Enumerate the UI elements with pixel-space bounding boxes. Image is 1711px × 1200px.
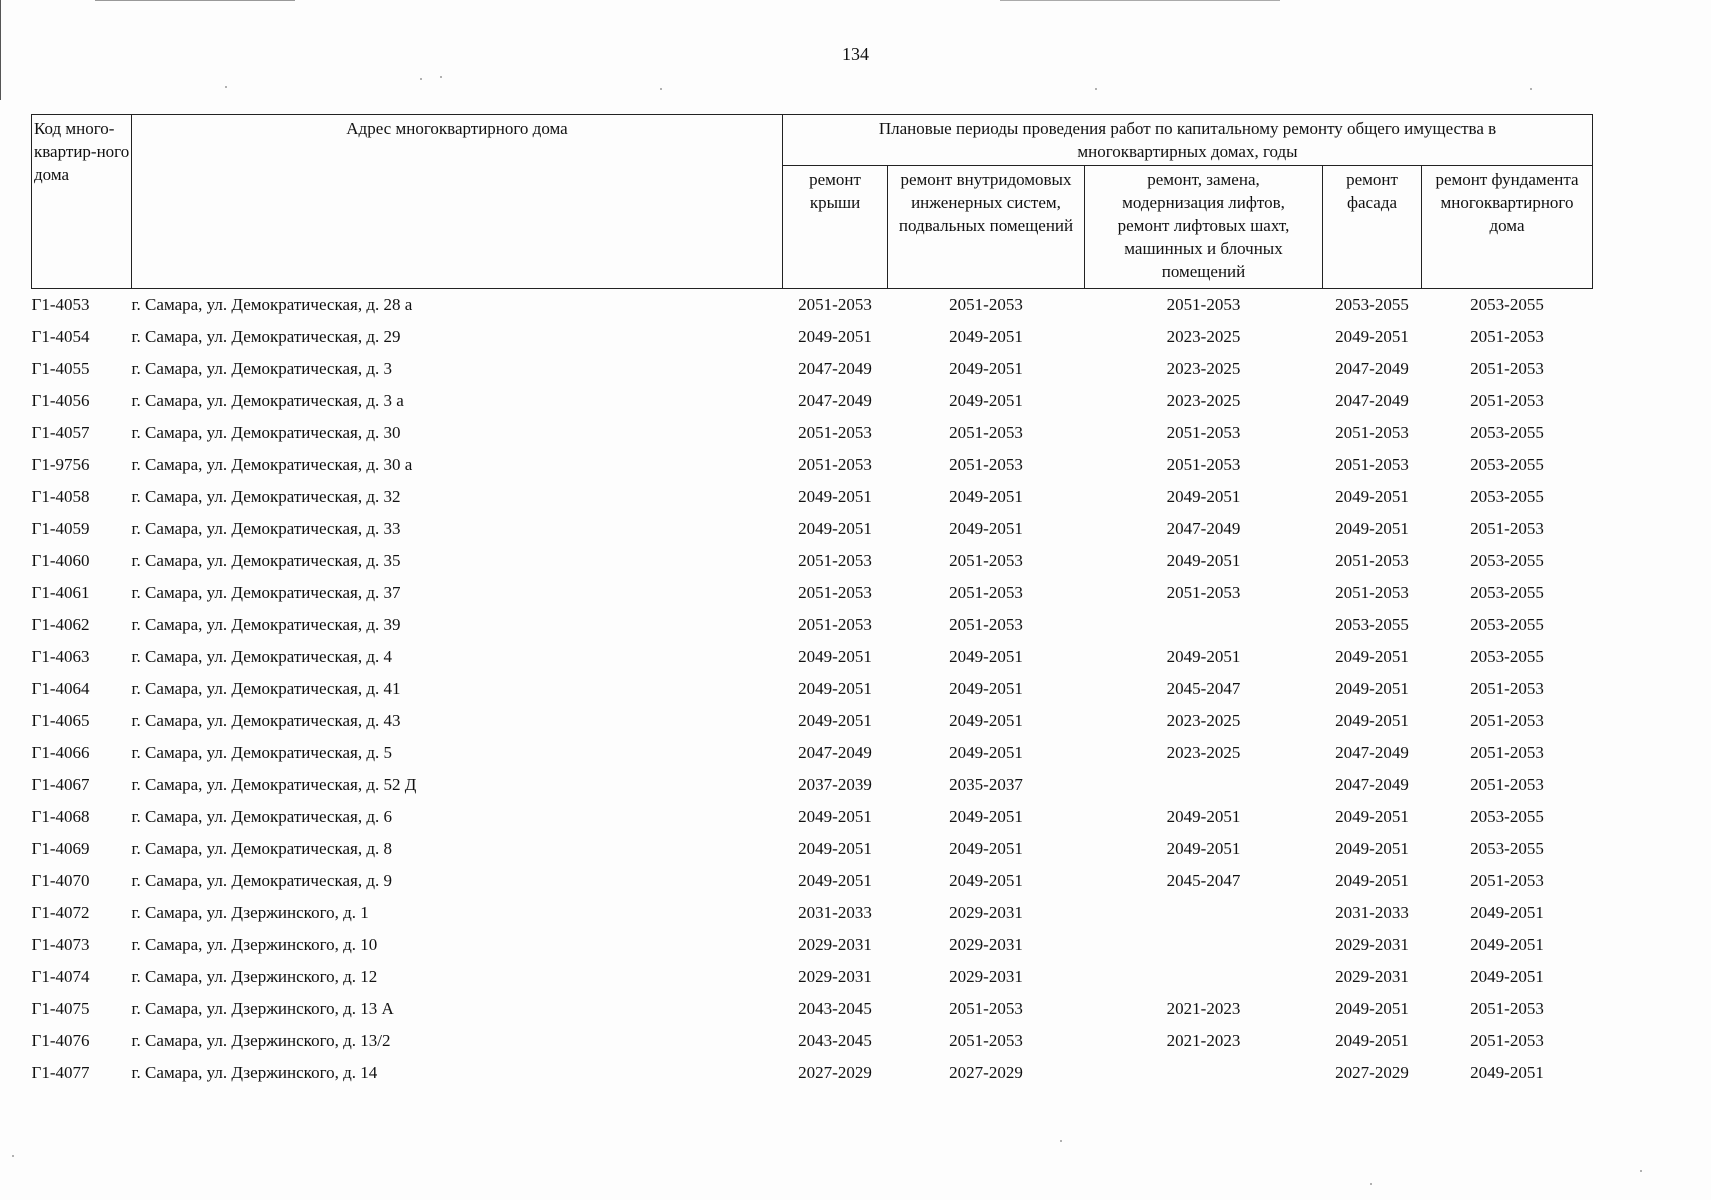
- cell-foundation-period: 2051-2053: [1470, 743, 1544, 762]
- cell-systems-period: 2029-2031: [949, 967, 1023, 986]
- scan-speck: [440, 76, 442, 78]
- table-row: [32, 1025, 1593, 1057]
- cell-facade-period: 2053-2055: [1335, 295, 1409, 314]
- cell-facade-period: 2031-2033: [1335, 903, 1409, 922]
- cell-roof-period: 2029-2031: [798, 967, 872, 986]
- cell-systems-period: 2051-2053: [949, 615, 1023, 634]
- cell-address: г. Самара, ул. Дзержинского, д. 13 А: [131, 999, 394, 1018]
- cell-foundation-period: 2051-2053: [1470, 519, 1544, 538]
- cell-code: Г1-4060: [31, 551, 90, 570]
- cell-systems-period: 2049-2051: [949, 327, 1023, 346]
- cell-systems-period: 2051-2053: [949, 295, 1023, 314]
- scan-speck: [1640, 1170, 1642, 1172]
- table-row: [32, 993, 1593, 1025]
- cell-code: Г1-4068: [31, 807, 90, 826]
- header-foundation: ремонт фундамента многоквартирного дома: [1422, 165, 1593, 288]
- table-row: [32, 449, 1593, 481]
- cell-foundation-period: 2053-2055: [1470, 839, 1544, 858]
- cell-systems-period: 2051-2053: [949, 423, 1023, 442]
- cell-lifts-period: 2023-2025: [1166, 327, 1241, 346]
- cell-roof-period: 2051-2053: [798, 583, 872, 602]
- cell-roof-period: 2049-2051: [798, 519, 872, 538]
- cell-facade-period: 2049-2051: [1335, 999, 1409, 1018]
- cell-facade-period: 2051-2053: [1335, 423, 1409, 442]
- header-code: Код много-квартир-ного дома: [32, 115, 132, 289]
- cell-systems-period: 2029-2031: [949, 903, 1023, 922]
- cell-roof-period: 2051-2053: [798, 455, 872, 474]
- cell-lifts-period: 2021-2023: [1166, 1031, 1241, 1050]
- cell-foundation-period: 2053-2055: [1470, 423, 1544, 442]
- cell-code: Г1-4055: [31, 359, 90, 378]
- cell-facade-period: 2047-2049: [1335, 775, 1409, 794]
- header-roof: ремонт крыши: [783, 165, 888, 288]
- cell-foundation-period: 2051-2053: [1470, 1031, 1544, 1050]
- table-row: [32, 961, 1593, 993]
- cell-code: Г1-4061: [31, 583, 90, 602]
- cell-facade-period: 2051-2053: [1335, 551, 1409, 570]
- cell-code: Г1-4064: [31, 679, 90, 698]
- cell-code: Г1-4059: [31, 519, 90, 538]
- cell-facade-period: 2049-2051: [1335, 711, 1409, 730]
- cell-systems-period: 2049-2051: [949, 391, 1023, 410]
- cell-code: Г1-4075: [31, 999, 90, 1018]
- cell-lifts-period: 2023-2025: [1166, 391, 1241, 410]
- cell-roof-period: 2049-2051: [798, 807, 872, 826]
- header-systems: ремонт внутридомовых инженерных систем, подвальных помещений: [888, 165, 1085, 288]
- cell-lifts-period: 2021-2023: [1166, 999, 1241, 1018]
- cell-code: Г1-4077: [31, 1063, 90, 1082]
- cell-code: Г1-4069: [31, 839, 90, 858]
- scan-speck: [420, 78, 422, 80]
- cell-code: Г1-4058: [31, 487, 90, 506]
- cell-facade-period: 2029-2031: [1335, 935, 1409, 954]
- repair-schedule-table: [31, 114, 1593, 1089]
- cell-roof-period: 2043-2045: [798, 1031, 872, 1050]
- scan-edge-mark: [1000, 0, 1280, 1]
- cell-address: г. Самара, ул. Демократическая, д. 52 Д: [131, 775, 417, 794]
- cell-systems-period: 2051-2053: [949, 1031, 1023, 1050]
- cell-address: г. Самара, ул. Демократическая, д. 28 а: [131, 295, 413, 314]
- cell-lifts-period: 2045-2047: [1166, 679, 1241, 698]
- cell-code: Г1-4056: [31, 391, 90, 410]
- scan-speck: [225, 86, 227, 88]
- cell-lifts-period: 2049-2051: [1166, 647, 1241, 666]
- cell-foundation-period: 2051-2053: [1470, 711, 1544, 730]
- table-row: [32, 737, 1593, 769]
- cell-code: Г1-4062: [31, 615, 90, 634]
- cell-code: Г1-9756: [31, 455, 90, 474]
- cell-systems-period: 2049-2051: [949, 839, 1023, 858]
- table-row: [32, 289, 1593, 322]
- cell-code: Г1-4072: [31, 903, 90, 922]
- cell-roof-period: 2049-2051: [798, 679, 872, 698]
- cell-facade-period: 2049-2051: [1335, 679, 1409, 698]
- cell-lifts-period: [1085, 897, 1323, 929]
- cell-code: Г1-4076: [31, 1031, 90, 1050]
- cell-roof-period: 2043-2045: [798, 999, 872, 1018]
- cell-roof-period: 2049-2051: [798, 711, 872, 730]
- cell-foundation-period: 2051-2053: [1470, 359, 1544, 378]
- table-row: [32, 417, 1593, 449]
- table-row: [32, 1057, 1593, 1089]
- cell-code: Г1-4053: [31, 295, 90, 314]
- cell-code: Г1-4057: [31, 423, 90, 442]
- cell-facade-period: 2049-2051: [1335, 327, 1409, 346]
- table-row: [32, 385, 1593, 417]
- cell-facade-period: 2027-2029: [1335, 1063, 1409, 1082]
- scan-speck: [1095, 88, 1097, 90]
- cell-lifts-period: 2047-2049: [1166, 519, 1241, 538]
- cell-roof-period: 2027-2029: [798, 1063, 872, 1082]
- cell-code: Г1-4073: [31, 935, 90, 954]
- cell-address: г. Самара, ул. Демократическая, д. 33: [131, 519, 401, 538]
- cell-facade-period: 2049-2051: [1335, 871, 1409, 890]
- header-address: Адрес многоквартирного дома: [132, 115, 783, 289]
- cell-code: Г1-4074: [31, 967, 90, 986]
- cell-facade-period: 2047-2049: [1335, 743, 1409, 762]
- cell-lifts-period: [1085, 769, 1323, 801]
- scan-speck: [12, 1155, 14, 1157]
- cell-roof-period: 2051-2053: [798, 295, 872, 314]
- table-row: [32, 929, 1593, 961]
- cell-foundation-period: 2051-2053: [1470, 999, 1544, 1018]
- cell-systems-period: 2035-2037: [949, 775, 1023, 794]
- header-facade: ремонт фасада: [1323, 165, 1422, 288]
- cell-address: г. Самара, ул. Демократическая, д. 3 а: [131, 391, 404, 410]
- cell-lifts-period: 2051-2053: [1166, 295, 1241, 314]
- cell-facade-period: 2047-2049: [1335, 359, 1409, 378]
- cell-foundation-period: 2053-2055: [1470, 615, 1544, 634]
- cell-address: г. Самара, ул. Демократическая, д. 43: [131, 711, 401, 730]
- cell-systems-period: 2051-2053: [949, 583, 1023, 602]
- cell-address: г. Самара, ул. Демократическая, д. 6: [131, 807, 392, 826]
- table-row: [32, 481, 1593, 513]
- cell-facade-period: 2049-2051: [1335, 1031, 1409, 1050]
- cell-roof-period: 2037-2039: [798, 775, 872, 794]
- cell-systems-period: 2051-2053: [949, 999, 1023, 1018]
- cell-roof-period: 2051-2053: [798, 615, 872, 634]
- cell-foundation-period: 2049-2051: [1470, 903, 1544, 922]
- cell-roof-period: 2049-2051: [798, 487, 872, 506]
- cell-lifts-period: 2045-2047: [1166, 871, 1241, 890]
- cell-foundation-period: 2049-2051: [1470, 967, 1544, 986]
- cell-lifts-period: 2049-2051: [1166, 551, 1241, 570]
- cell-lifts-period: [1085, 1057, 1323, 1089]
- table-row: [32, 673, 1593, 705]
- cell-facade-period: 2053-2055: [1335, 615, 1409, 634]
- cell-lifts-period: [1085, 609, 1323, 641]
- table-row: [32, 897, 1593, 929]
- cell-systems-period: 2049-2051: [949, 679, 1023, 698]
- cell-systems-period: 2049-2051: [949, 711, 1023, 730]
- cell-foundation-period: 2053-2055: [1470, 295, 1544, 314]
- cell-roof-period: 2049-2051: [798, 871, 872, 890]
- table-row: [32, 545, 1593, 577]
- cell-foundation-period: 2049-2051: [1470, 1063, 1544, 1082]
- cell-address: г. Самара, ул. Дзержинского, д. 10: [131, 935, 378, 954]
- cell-address: г. Самара, ул. Дзержинского, д. 14: [131, 1063, 378, 1082]
- cell-address: г. Самара, ул. Дзержинского, д. 1: [131, 903, 369, 922]
- cell-systems-period: 2051-2053: [949, 551, 1023, 570]
- cell-lifts-period: 2049-2051: [1166, 807, 1241, 826]
- table-row: [32, 833, 1593, 865]
- cell-lifts-period: 2051-2053: [1166, 583, 1241, 602]
- scan-speck: [1530, 88, 1532, 90]
- cell-lifts-period: [1085, 961, 1323, 993]
- cell-systems-period: 2049-2051: [949, 519, 1023, 538]
- cell-lifts-period: 2051-2053: [1166, 455, 1241, 474]
- cell-address: г. Самара, ул. Дзержинского, д. 13/2: [131, 1031, 391, 1050]
- cell-roof-period: 2047-2049: [798, 743, 872, 762]
- cell-roof-period: 2051-2053: [798, 423, 872, 442]
- cell-lifts-period: 2049-2051: [1166, 839, 1241, 858]
- cell-foundation-period: 2053-2055: [1470, 551, 1544, 570]
- cell-lifts-period: 2049-2051: [1166, 487, 1241, 506]
- cell-roof-period: 2049-2051: [798, 839, 872, 858]
- table-row: [32, 513, 1593, 545]
- cell-foundation-period: 2053-2055: [1470, 583, 1544, 602]
- cell-address: г. Самара, ул. Демократическая, д. 8: [131, 839, 392, 858]
- cell-systems-period: 2049-2051: [949, 743, 1023, 762]
- cell-foundation-period: 2049-2051: [1470, 935, 1544, 954]
- table-row: [32, 321, 1593, 353]
- cell-systems-period: 2049-2051: [949, 871, 1023, 890]
- cell-foundation-period: 2051-2053: [1470, 871, 1544, 890]
- cell-roof-period: 2047-2049: [798, 391, 872, 410]
- page-number: 134: [842, 44, 869, 64]
- table-row: [32, 769, 1593, 801]
- cell-foundation-period: 2051-2053: [1470, 391, 1544, 410]
- cell-systems-period: 2049-2051: [949, 359, 1023, 378]
- cell-address: г. Самара, ул. Демократическая, д. 41: [131, 679, 401, 698]
- cell-systems-period: 2051-2053: [949, 455, 1023, 474]
- cell-foundation-period: 2051-2053: [1470, 679, 1544, 698]
- cell-code: Г1-4063: [31, 647, 90, 666]
- cell-roof-period: 2049-2051: [798, 647, 872, 666]
- cell-address: г. Самара, ул. Демократическая, д. 39: [131, 615, 401, 634]
- cell-systems-period: 2027-2029: [949, 1063, 1023, 1082]
- cell-address: г. Самара, ул. Демократическая, д. 30: [131, 423, 401, 442]
- cell-lifts-period: [1085, 929, 1323, 961]
- cell-roof-period: 2029-2031: [798, 935, 872, 954]
- scan-speck: [1060, 1140, 1062, 1142]
- cell-address: г. Самара, ул. Демократическая, д. 9: [131, 871, 392, 890]
- cell-address: г. Самара, ул. Демократическая, д. 3: [131, 359, 392, 378]
- cell-systems-period: 2049-2051: [949, 487, 1023, 506]
- cell-facade-period: 2049-2051: [1335, 807, 1409, 826]
- header-periods: Плановые периоды проведения работ по капитальному ремонту общего имущества в многоквартирных домах, годы: [783, 115, 1593, 166]
- cell-address: г. Самара, ул. Дзержинского, д. 12: [131, 967, 378, 986]
- scan-speck: [660, 88, 662, 90]
- table-row: [32, 705, 1593, 737]
- scan-edge-mark: [95, 0, 295, 1]
- cell-facade-period: 2049-2051: [1335, 519, 1409, 538]
- scan-speck: [1370, 1183, 1372, 1185]
- cell-code: Г1-4067: [31, 775, 90, 794]
- cell-code: Г1-4066: [31, 743, 90, 762]
- table-row: [32, 577, 1593, 609]
- cell-address: г. Самара, ул. Демократическая, д. 32: [131, 487, 401, 506]
- cell-facade-period: 2051-2053: [1335, 455, 1409, 474]
- cell-foundation-period: 2053-2055: [1470, 807, 1544, 826]
- table-row: [32, 609, 1593, 641]
- cell-foundation-period: 2053-2055: [1470, 455, 1544, 474]
- cell-foundation-period: 2053-2055: [1470, 487, 1544, 506]
- cell-facade-period: 2051-2053: [1335, 583, 1409, 602]
- cell-roof-period: 2051-2053: [798, 551, 872, 570]
- cell-systems-period: 2049-2051: [949, 807, 1023, 826]
- table-row: [32, 353, 1593, 385]
- cell-code: Г1-4070: [31, 871, 90, 890]
- cell-roof-period: 2047-2049: [798, 359, 872, 378]
- cell-facade-period: 2047-2049: [1335, 391, 1409, 410]
- cell-lifts-period: 2023-2025: [1166, 359, 1241, 378]
- cell-roof-period: 2049-2051: [798, 327, 872, 346]
- cell-foundation-period: 2051-2053: [1470, 775, 1544, 794]
- cell-roof-period: 2031-2033: [798, 903, 872, 922]
- cell-address: г. Самара, ул. Демократическая, д. 29: [131, 327, 401, 346]
- cell-facade-period: 2029-2031: [1335, 967, 1409, 986]
- cell-address: г. Самара, ул. Демократическая, д. 4: [131, 647, 392, 666]
- header-lifts: ремонт, замена, модернизация лифтов, ремонт лифтовых шахт, машинных и блочных помещений: [1085, 165, 1323, 288]
- cell-address: г. Самара, ул. Демократическая, д. 30 а: [131, 455, 413, 474]
- cell-facade-period: 2049-2051: [1335, 647, 1409, 666]
- cell-address: г. Самара, ул. Демократическая, д. 35: [131, 551, 401, 570]
- table-row: [32, 641, 1593, 673]
- table-row: [32, 801, 1593, 833]
- table-row: [32, 865, 1593, 897]
- cell-lifts-period: 2023-2025: [1166, 743, 1241, 762]
- cell-lifts-period: 2051-2053: [1166, 423, 1241, 442]
- cell-systems-period: 2029-2031: [949, 935, 1023, 954]
- cell-lifts-period: 2023-2025: [1166, 711, 1241, 730]
- cell-foundation-period: 2053-2055: [1470, 647, 1544, 666]
- cell-facade-period: 2049-2051: [1335, 487, 1409, 506]
- cell-facade-period: 2049-2051: [1335, 839, 1409, 858]
- cell-systems-period: 2049-2051: [949, 647, 1023, 666]
- cell-address: г. Самара, ул. Демократическая, д. 5: [131, 743, 392, 762]
- cell-address: г. Самара, ул. Демократическая, д. 37: [131, 583, 401, 602]
- cell-code: Г1-4065: [31, 711, 90, 730]
- cell-code: Г1-4054: [31, 327, 90, 346]
- cell-foundation-period: 2051-2053: [1470, 327, 1544, 346]
- table-body: [32, 289, 1593, 1090]
